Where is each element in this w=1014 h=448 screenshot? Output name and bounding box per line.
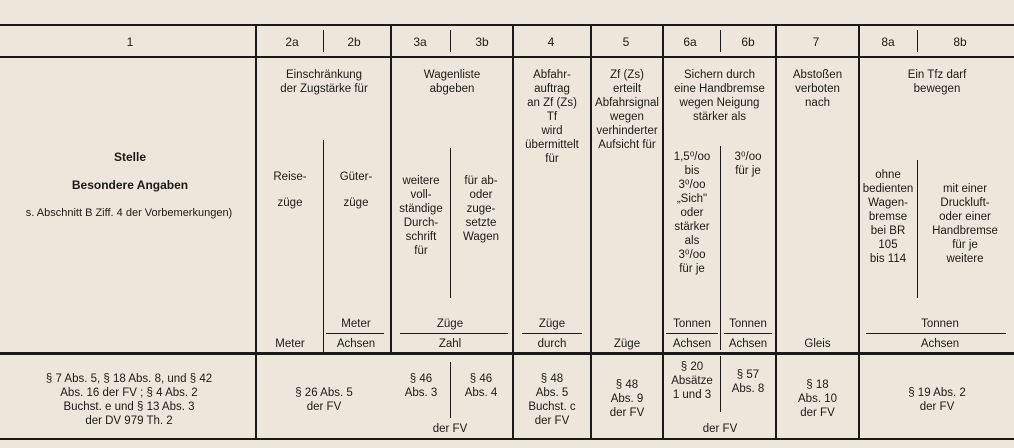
col2b-sub: Güter- züge [339,171,373,209]
ref-col7: § 18 Abs. 10 der FV [798,379,837,419]
col2b-unit-top: Meter [341,318,371,330]
unit-underline-6a [666,333,718,334]
col2b-unit-bottom: Achsen [336,338,376,350]
unit-underline-6b [724,333,772,334]
ref-col3b: § 46 Abs. 4 [464,373,498,399]
unit-underline-8 [866,333,1006,334]
col8a-sub: ohne bedienten Wagen- bremse bei BR 105 bis 114 [862,169,914,265]
body-divider [0,352,1014,355]
col-num-4: 4 [547,35,555,49]
col2a-unit: Meter [275,338,305,350]
col6a-unit-bottom: Achsen [672,338,712,350]
bottom-border [0,438,1014,440]
sub-sep-2 [323,30,324,52]
sub-sep-6 [720,30,721,52]
unit-underline-4 [522,333,582,334]
ref-col2: § 26 Abs. 5 der FV [295,387,353,413]
col4-unit-bottom: durch [537,338,567,350]
header-divider [0,56,1014,58]
ref-col1: § 7 Abs. 5, § 18 Abs. 8, und § 42 Abs. 16 der FV ; § 4 Abs. 2 Buchst. e und § 13 Abs. 3 der DV 979 Th. 2 [45,373,213,427]
col8-unit-bottom: Achsen [920,338,960,350]
col6a-unit-top: Tonnen [673,318,711,330]
col3-unit-bottom: Zahl [438,338,462,350]
col-num-3a: 3a [413,35,427,49]
col-num-3b: 3b [475,35,489,49]
top-border [0,24,1014,26]
body-sep-3ab [450,362,451,418]
col7-title: Abstoßen verboten nach [792,69,843,109]
col5-unit: Züge [613,338,641,350]
col2-title: Einschränkung der Zugstärke für [280,69,368,95]
ref-col5: § 48 Abs. 9 der FV [609,379,645,419]
unit-underline-3 [400,333,508,334]
col1-title-stelle: Stelle [113,150,146,164]
col8-title: Ein Tfz darf bewegen [907,69,967,95]
col6b-unit-bottom: Achsen [728,338,768,350]
col-num-8b: 8b [953,35,967,49]
sub-sep-8 [917,30,918,52]
col-num-7: 7 [812,35,820,49]
col-num-1: 1 [126,35,134,49]
col6b-unit-top: Tonnen [729,318,767,330]
col-num-6b: 6b [741,35,755,49]
ref-col3a: § 46 Abs. 3 [404,373,438,399]
sub-sep-3 [450,30,451,52]
col1-note: s. Abschnitt B Ziff. 4 der Vorbemerkungen) [25,207,233,219]
col-num-5: 5 [622,35,630,49]
col6-title: Sichern durch eine Handbremse wegen Neigung stärker als [674,69,765,123]
col6b-sub: 3⁰/oo für je [734,151,762,177]
sub-sep-3-low [450,148,451,298]
ref-col8: § 19 Abs. 2 der FV [908,387,966,413]
col4-title: Abfahr- auftrag an Zf (Zs) Tf wird übermittelt für [525,69,579,165]
col4-unit-top: Züge [538,318,566,330]
col3-unit-top: Züge [436,318,464,330]
col2a-sub: Reise- züge [273,171,307,209]
unit-underline-2b [326,333,384,334]
ref-col3-footer: der FV [432,423,468,435]
col-num-6a: 6a [683,35,697,49]
col-num-2b: 2b [347,35,361,49]
col-num-8a: 8a [881,35,895,49]
body-sep-1 [255,354,257,440]
ref-col4: § 48 Abs. 5 Buchst. c der FV [528,373,576,427]
col6a-sub: 1,5⁰/oo bis 3⁰/oo „Sich" oder stärker als 3⁰/oo für je [673,151,711,275]
col3a-sub: weitere voll- ständige Durch- schrift für [399,175,443,257]
col5-title: Zf (Zs) erteilt Abfahrsignal wegen verhinderter Aufsicht für [595,69,659,151]
col1-title-besondere: Besondere Angaben [71,178,189,192]
col7-unit: Gleis [804,338,831,350]
ref-col6-footer: der FV [702,423,738,435]
col3-title: Wagenliste abgeben [423,69,481,95]
col3b-sub: für ab- oder zuge- setzte Wagen [462,175,499,243]
ref-col6b: § 57 Abs. 8 [731,369,765,395]
ref-col6a: § 20 Absätze 1 und 3 [671,361,713,401]
col-sep-1 [255,24,257,354]
col8-unit-top: Tonnen [921,318,959,330]
col8b-sub: mit einer Druckluft- oder einer Handbremse für je weitere [932,183,998,265]
col-num-2a: 2a [285,35,299,49]
